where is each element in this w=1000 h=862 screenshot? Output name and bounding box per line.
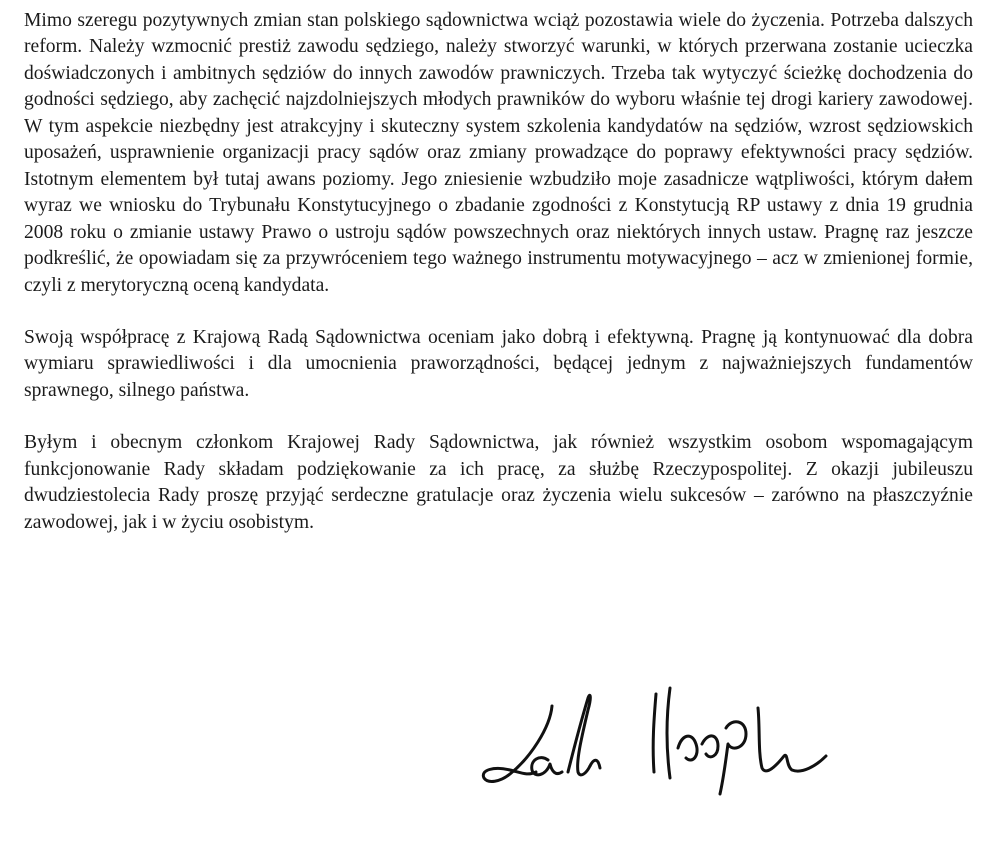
paragraph-reforms: Mimo szeregu pozytywnych zmian stan polskiego sądownictwa wciąż pozostawia wiele do życzenia. Potrzeba dalszych reform. Należy wzmocnić prestiż zawodu sędziego, należy stworzyć warunki, w których przerwana zostanie ucieczka doświadczonych i ambitnych sędziów do innych zawodów prawniczych. Trzeba tak wytyczyć ścieżkę dochodzenia do godności sędziego, aby zachęcić najzdolniejszych młodych prawników do wyboru właśnie tej drogi kariery zawodowej. W tym aspekcie niezbędny jest atrakcyjny i skuteczny system szkolenia kandydatów na sędziów, wzrost sędziowskich uposażeń, usprawnienie organizacji pracy sądów oraz zmiany prowadzące do poprawy efektywności pracy sędziów. Istotnym elementem był tutaj awans poziomy. Jego zniesienie wzbudziło moje zasadnicze wątpliwości, którym dałem wyraz we wniosku do Trybunału Konstytucyjnego o zbadanie zgodności z Konstytucją RP ustawy z dnia 19 grudnia 2008 roku o zmianie ustawy Prawo o ustroju sądów powszechnych oraz niektórych innych ustaw. Pragnę raz jeszcze podkreślić, że opowiadam się za przywróceniem tego ważnego instrumentu motywacyjnego – acz w zmienionej formie, czyli z merytoryczną oceną kandydata.: [24, 10, 973, 296]
paragraph-cooperation: Swoją współpracę z Krajową Radą Sądownictwa oceniam jako dobrą i efektywną. Pragnę ją kontynuować dla dobra wymiaru sprawiedliwości i dla umocnienia praworządności, będącej jednym z najważniejszych fundamentów sprawnego, silnego państwa.: [24, 326, 973, 401]
letter-body: [24, 8, 973, 562]
handwritten-signature-icon: [470, 648, 840, 808]
paragraph-thanks: Byłym i obecnym członkom Krajowej Rady Sądownictwa, jak również wszystkim osobom wspomagającym funkcjonowanie Rady składam podziękowanie za ich pracę, za służbę Rzeczypospolitej. Z okazji jubileuszu dwudziestolecia Rady proszę przyjąć serdeczne gratulacje oraz życzenia wielu sukcesów – zarówno na płaszczyźnie zawodowej, jak i w życiu osobistym.: [24, 432, 973, 533]
